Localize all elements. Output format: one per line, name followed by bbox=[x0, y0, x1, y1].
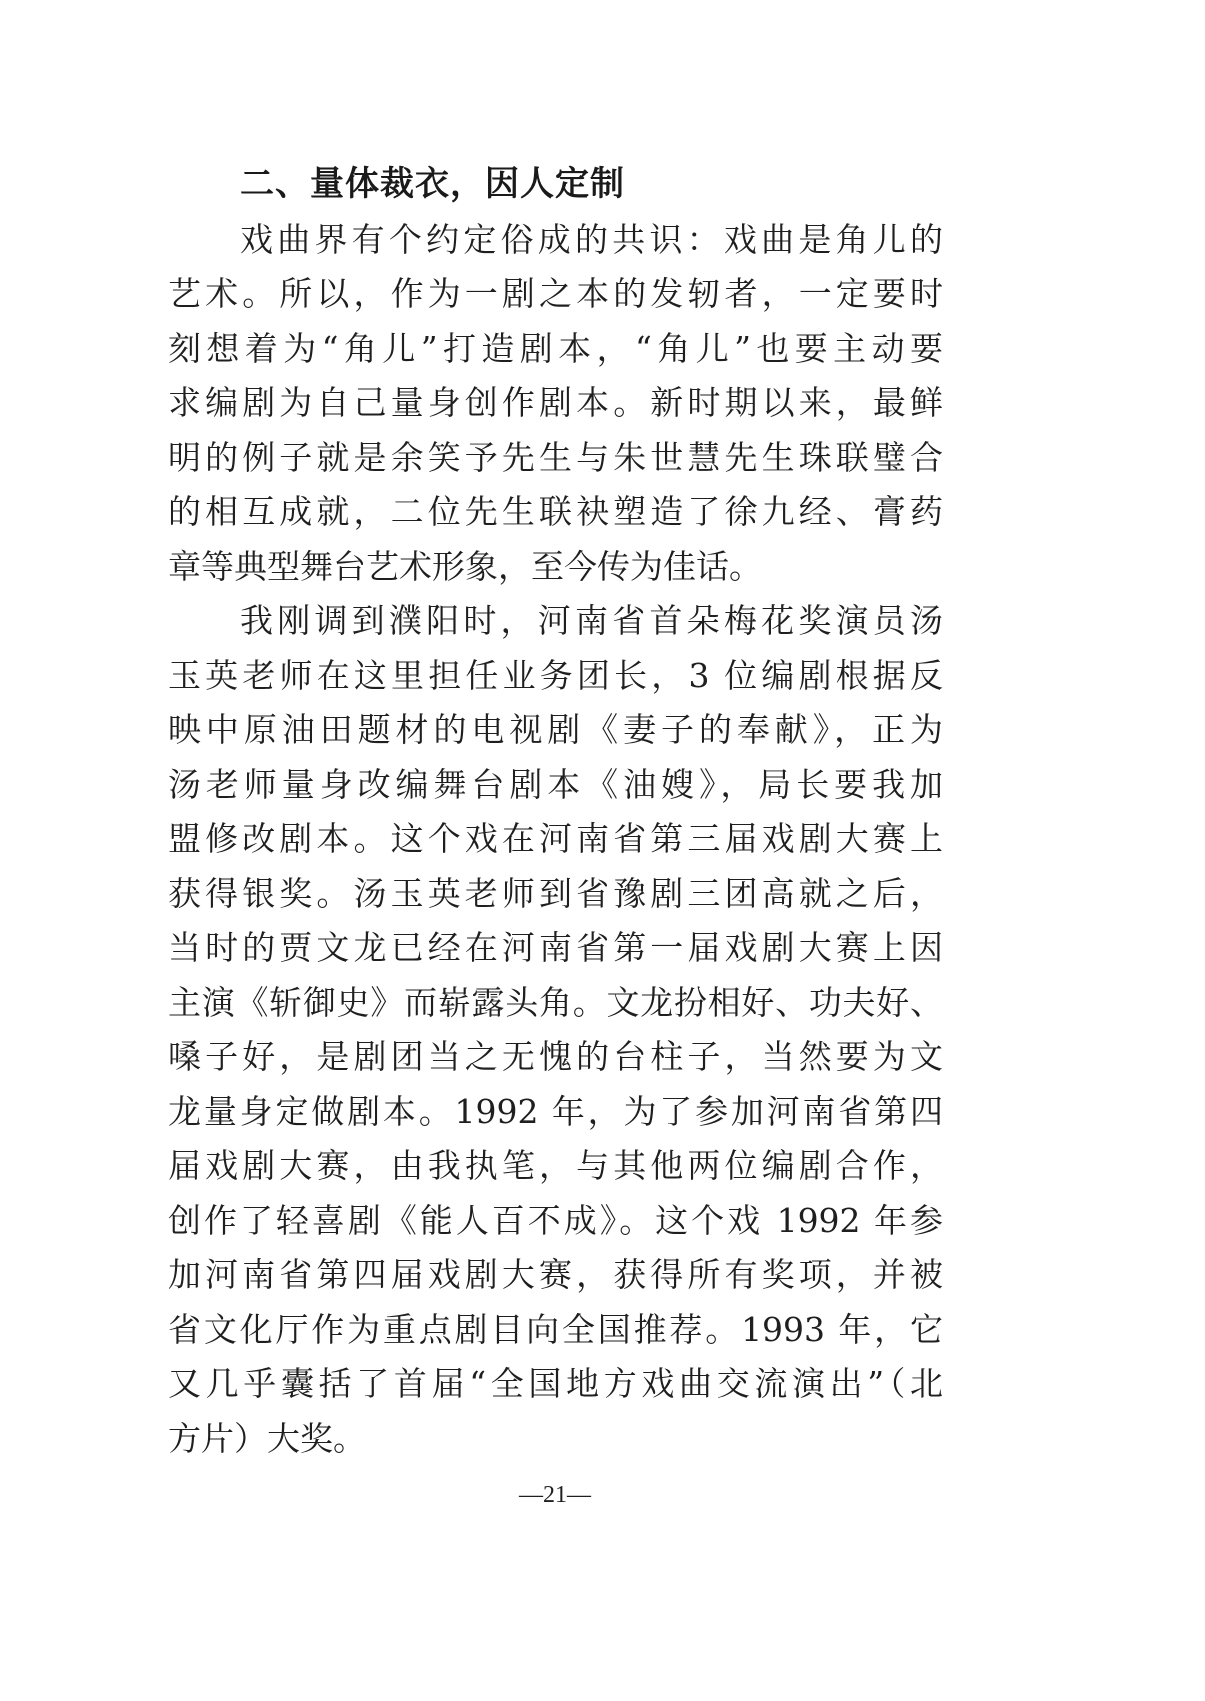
text-line: 戏曲界有个约定俗成的共识：戏曲是角儿的 bbox=[240, 220, 943, 259]
text-line: 又几乎囊括了首届“全国地方戏曲交流演出”（北 bbox=[168, 1364, 943, 1403]
text-line: 省文化厅作为重点剧目向全国推荐。1993 年，它 bbox=[168, 1310, 943, 1349]
text-line: 获得银奖。汤玉英老师到省豫剧三团高就之后， bbox=[168, 874, 943, 913]
text-line: 章等典型舞台艺术形象，至今传为佳话。 bbox=[168, 547, 762, 586]
page-number: —21— bbox=[519, 1482, 591, 1508]
text-line: 刻想着为“角儿”打造剧本，“角儿”也要主动要 bbox=[168, 329, 943, 368]
text-line: 方片）大奖。 bbox=[168, 1419, 366, 1458]
text-line: 主演《斩御史》而崭露头角。文龙扮相好、功夫好、 bbox=[168, 983, 943, 1022]
text-line: 玉英老师在这里担任业务团长，3 位编剧根据反 bbox=[168, 656, 943, 695]
text-line: 映中原油田题材的电视剧《妻子的奉献》，正为 bbox=[168, 710, 943, 749]
text-line: 明的例子就是余笑予先生与朱世慧先生珠联璧合 bbox=[168, 438, 943, 477]
text-line: 艺术。所以，作为一剧之本的发轫者，一定要时 bbox=[168, 274, 943, 313]
text-line: 嗓子好，是剧团当之无愧的台柱子，当然要为文 bbox=[168, 1037, 943, 1076]
text-line: 汤老师量身改编舞台剧本《油嫂》，局长要我加 bbox=[168, 765, 943, 804]
text-line: 加河南省第四届戏剧大赛，获得所有奖项，并被 bbox=[168, 1255, 943, 1294]
section-heading: 二、量体裁衣，因人定制 bbox=[240, 164, 625, 204]
text-line: 我刚调到濮阳时，河南省首朵梅花奖演员汤 bbox=[240, 601, 943, 640]
text-line: 当时的贾文龙已经在河南省第一届戏剧大赛上因 bbox=[168, 928, 943, 967]
text-line: 创作了轻喜剧《能人百不成》。这个戏 1992 年参 bbox=[168, 1201, 943, 1240]
text-line: 求编剧为自己量身创作剧本。新时期以来，最鲜 bbox=[168, 383, 943, 422]
text-line: 的相互成就，二位先生联袂塑造了徐九经、膏药 bbox=[168, 492, 943, 531]
text-line: 龙量身定做剧本。1992 年，为了参加河南省第四 bbox=[168, 1092, 943, 1131]
text-line: 盟修改剧本。这个戏在河南省第三届戏剧大赛上 bbox=[168, 819, 943, 858]
text-line: 届戏剧大赛，由我执笔，与其他两位编剧合作， bbox=[168, 1146, 943, 1185]
